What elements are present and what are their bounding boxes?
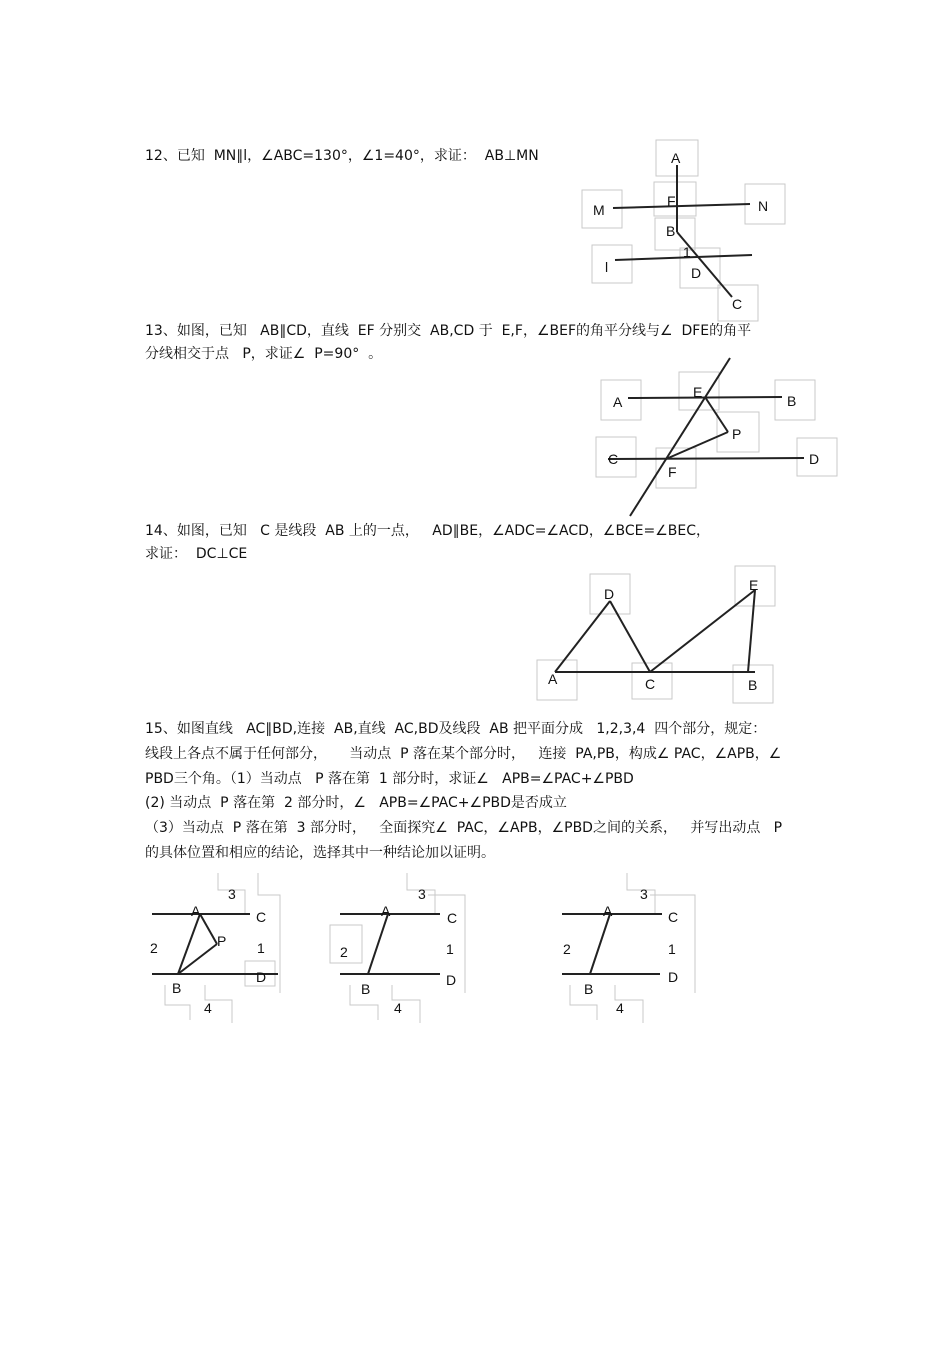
label-region-1: 1	[446, 941, 454, 957]
figure-15-part-2	[330, 873, 465, 1023]
label-d: D	[446, 972, 457, 988]
label-a: A	[603, 903, 613, 919]
label-d: D	[604, 586, 615, 602]
label-region-1: 1	[257, 940, 265, 956]
label-a: A	[548, 671, 558, 687]
label-b: B	[748, 677, 758, 693]
label-a: A	[191, 903, 201, 919]
label-c: C	[608, 451, 619, 467]
figure-15-part-3	[562, 873, 695, 1023]
label-f: F	[668, 464, 677, 480]
label-region-3: 3	[228, 886, 236, 902]
label-c: C	[732, 296, 743, 312]
problem-15-line4: (2) 当动点 P 落在第 2 部分时，∠ APB=∠PAC+∠PBD是否成立	[145, 795, 567, 811]
label-f: F	[667, 193, 676, 209]
problem-15-line3: PBD三个角。（1）当动点 P 落在第 1 部分时，求证∠ APB=∠PAC+∠PBD	[145, 771, 634, 787]
label-n: N	[758, 198, 769, 214]
line-cd	[608, 458, 804, 459]
figure-13	[596, 358, 837, 516]
problem-13-line1: 13、如图，已知 AB∥CD，直线 EF 分别交 AB,CD 于 E,F，∠BEF的角平分线与∠ DFE的角平	[145, 323, 752, 339]
figure-12	[582, 140, 785, 321]
problem-14-line1: 14、如图，已知 C 是线段 AB 上的一点， AD∥BE，∠ADC=∠ACD，∠BCE=∠BEC，	[145, 523, 710, 539]
figure-14	[537, 566, 775, 703]
segment-ad	[555, 601, 610, 672]
label-a: A	[671, 150, 681, 166]
label-region-3: 3	[640, 886, 648, 902]
label-c: C	[645, 676, 656, 692]
label-b: B	[172, 980, 182, 996]
label-c: C	[256, 909, 267, 925]
label-d: D	[691, 265, 702, 281]
problem-15-line6: 的具体位置和相应的结论，选择其中一种结论加以证明。	[145, 845, 495, 861]
label-b: B	[584, 981, 594, 997]
segment-ab	[368, 914, 388, 974]
label-b: B	[361, 981, 371, 997]
segment-ap	[200, 914, 217, 944]
segment-eb	[748, 590, 755, 672]
label-b: B	[666, 223, 676, 239]
label-region-2: 2	[563, 941, 571, 957]
label-b: B	[787, 393, 797, 409]
label-p: P	[217, 933, 227, 949]
label-a: A	[613, 394, 623, 410]
label-d: D	[809, 451, 820, 467]
segment-ab	[590, 914, 610, 974]
label-e: E	[693, 384, 703, 400]
problem-14-line2: 求证： DC⊥CE	[145, 546, 248, 562]
figure-15-part-1	[150, 873, 280, 1023]
label-m: M	[593, 202, 605, 218]
label-angle-1: 1	[683, 244, 691, 260]
problem-15-line5: （3）当动点 P 落在第 3 部分时， 全面探究∠ PAC，∠APB，∠PBD之间的关系， 并写出动点 P	[145, 820, 783, 836]
label-region-2: 2	[150, 940, 158, 956]
line-mn	[613, 204, 750, 208]
label-d: D	[256, 969, 267, 985]
label-d: D	[668, 969, 679, 985]
problem-12-text: 12、已知 MN∥l，∠ABC=130°，∠1=40°，求证： AB⊥MN	[145, 148, 539, 164]
label-c: C	[668, 909, 679, 925]
problem-15-line1: 15、如图直线 AC∥BD,连接 AB,直线 AC,BD及线段 AB 把平面分成 1,2,3,4 四个部分，规定：	[145, 721, 767, 737]
segment-bc	[677, 232, 732, 297]
label-p: P	[732, 426, 742, 442]
label-region-1: 1	[668, 941, 676, 957]
problem-15-line2: 线段上各点不属于任何部分， 当动点 P 落在某个部分时， 连接 PA,PB，构成∠ PAC，∠APB，∠	[145, 746, 782, 762]
problem-13-line2: 分线相交于点 P，求证∠ P=90° 。	[145, 346, 383, 362]
label-region-3: 3	[418, 886, 426, 902]
label-region-2: 2	[340, 944, 348, 960]
label-e: E	[749, 577, 759, 593]
segment-ce	[650, 590, 755, 672]
label-l: l	[605, 259, 609, 275]
label-c: C	[447, 910, 458, 926]
label-region-4: 4	[616, 1000, 624, 1016]
label-region-4: 4	[394, 1000, 402, 1016]
label-a: A	[381, 903, 391, 919]
label-region-4: 4	[204, 1000, 212, 1016]
